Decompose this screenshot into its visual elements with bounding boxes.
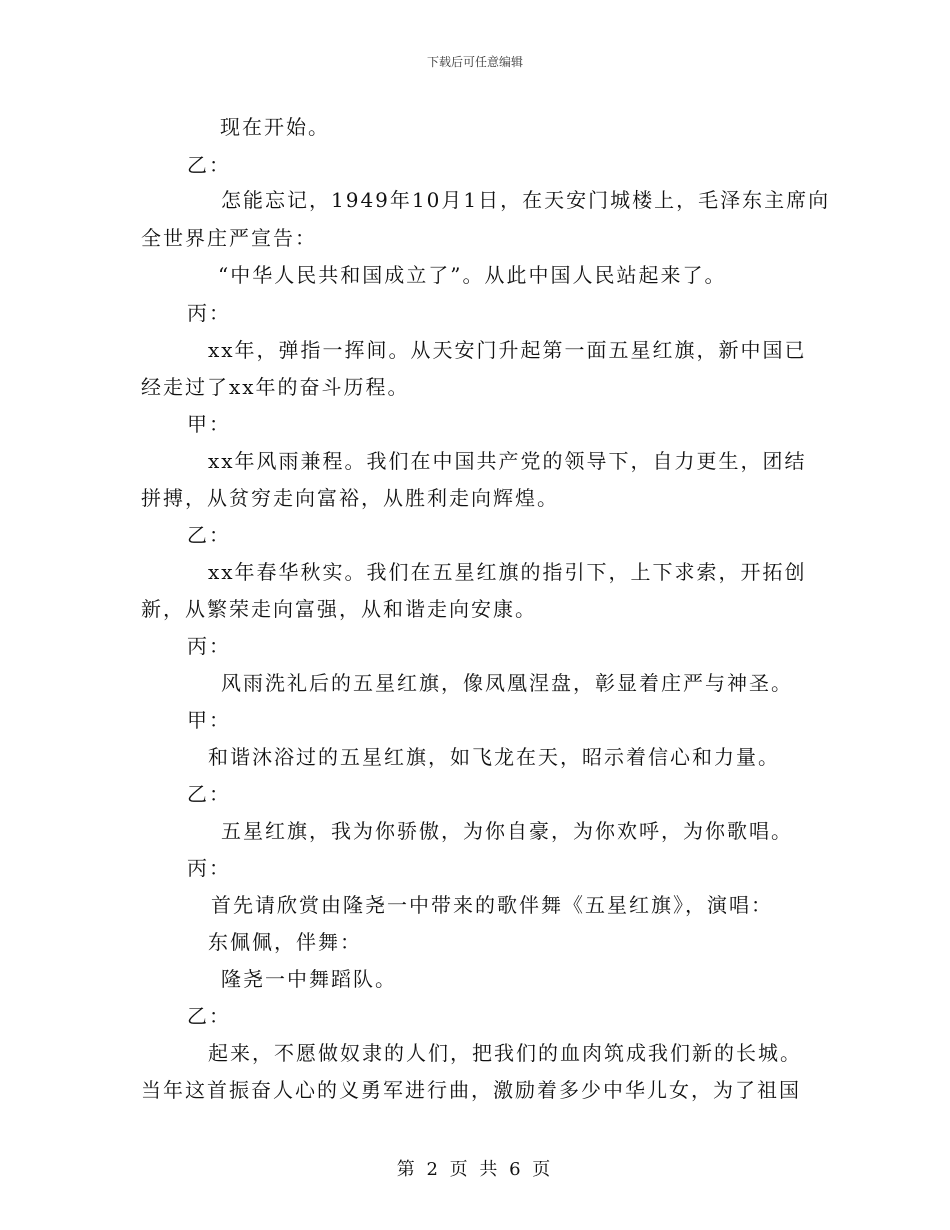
text-line: 当年这首振奋人心的义勇军进行曲，激励着多少中华儿女，为了祖国 (141, 1078, 801, 1102)
text-line: xx年春华秋实。我们在五星红旗的指引下，上下求索，开拓创 (208, 560, 807, 584)
speaker-label: 乙： (187, 782, 231, 806)
text-line: 东佩佩，伴舞： (208, 930, 362, 954)
text-line: “中华人民共和国成立了”。从此中国人民站起来了。 (218, 263, 727, 287)
speaker-label: 乙： (187, 523, 231, 547)
speaker-label: 乙： (187, 153, 231, 177)
speaker-label: 乙： (187, 1004, 231, 1028)
speaker-label: 甲： (187, 412, 231, 436)
page-number: 第 2 页 共 6 页 (396, 1159, 554, 1180)
speaker-label: 丙： (187, 634, 231, 658)
page-header: 下载后可任意编辑 (426, 55, 523, 69)
text-line: 现在开始。 (220, 115, 330, 139)
speaker-label: 丙： (187, 301, 231, 325)
text-line: xx年，弹指一挥间。从天安门升起第一面五星红旗，新中国已 (208, 338, 807, 362)
text-line: 隆尧一中舞蹈队。 (221, 967, 397, 991)
text-line: xx年风雨兼程。我们在中国共产党的领导下，自力更生，团结 (208, 449, 807, 473)
text-line: 怎能忘记，1949年10月1日，在天安门城楼上，毛泽东主席向 (221, 188, 831, 212)
text-line: 拼搏，从贫穷走向富裕，从胜利走向辉煌。 (141, 486, 559, 510)
text-line: 新，从繁荣走向富强，从和谐走向安康。 (141, 597, 537, 621)
text-line: 首先请欣赏由隆尧一中带来的歌伴舞《五星红旗》，演唱： (211, 893, 773, 917)
text-line: 和谐沐浴过的五星红旗，如飞龙在天，昭示着信心和力量。 (208, 745, 780, 769)
speaker-label: 丙： (187, 856, 231, 880)
speaker-label: 甲： (187, 708, 231, 732)
text-line: 起来，不愿做奴隶的人们，把我们的血肉筑成我们新的长城。 (208, 1041, 802, 1065)
text-line: 五星红旗，我为你骄傲，为你自豪，为你欢呼，为你歌唱。 (221, 819, 793, 843)
text-line: 风雨洗礼后的五星红旗，像凤凰涅盘，彰显着庄严与神圣。 (221, 671, 793, 695)
text-line: 经走过了xx年的奋斗历程。 (141, 375, 410, 399)
text-line: 全世界庄严宣告： (141, 226, 317, 250)
